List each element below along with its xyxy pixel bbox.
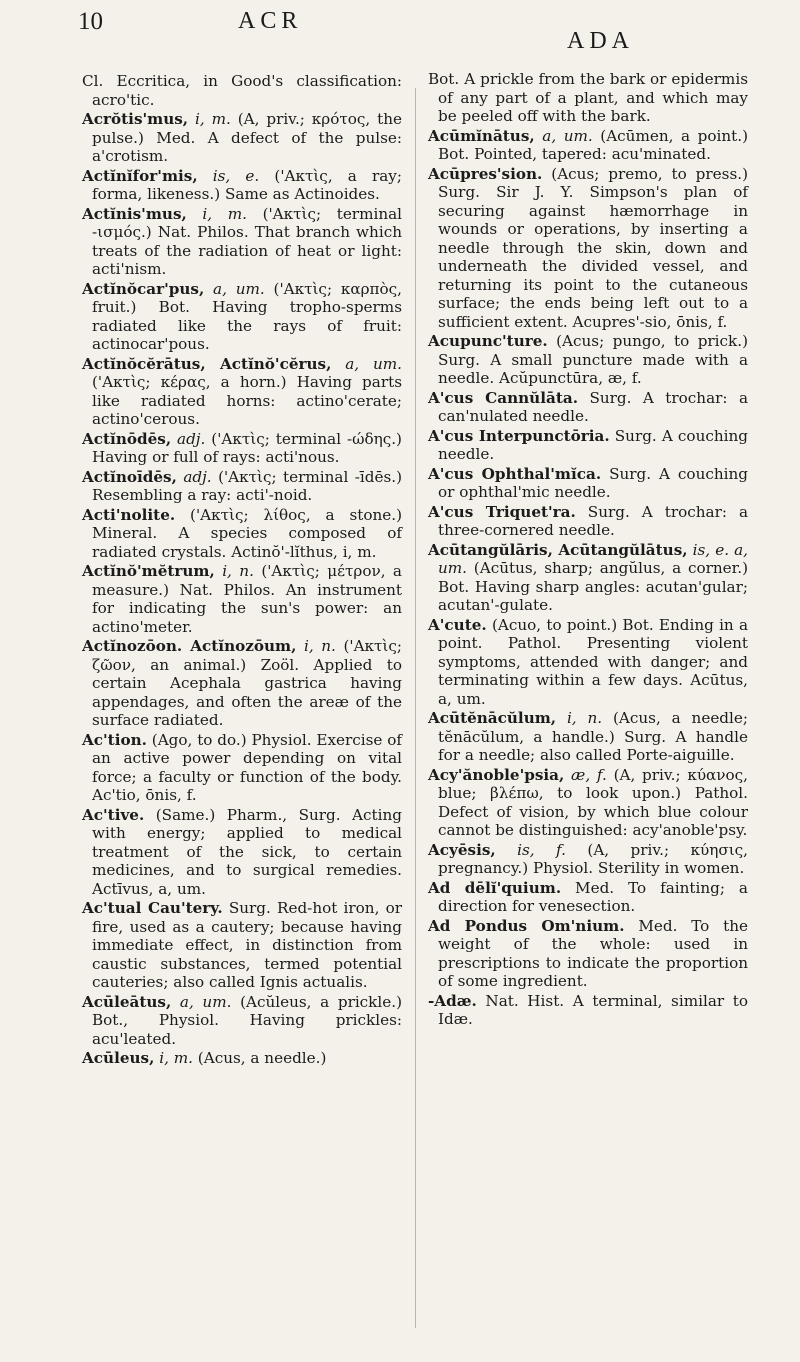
dictionary-entry	[82, 506, 402, 562]
dictionary-entry	[82, 167, 402, 204]
entry-definition: ('Ακτὶς; κέρας, a horn.) Having parts like radiated horns: actino'cerate; actino'cerous.	[92, 373, 402, 428]
entry-headword: Acūmĭnātus,	[428, 126, 535, 145]
entry-grammar: i, n.	[303, 637, 336, 655]
entry-headword: Ac'tual Cau'tery.	[82, 899, 223, 917]
entry-headword: Ad Pondus Om'nium.	[428, 916, 625, 935]
entry-headword: Actĭnŏcĕrātus, Actĭnŏ'cĕrus,	[82, 354, 332, 373]
entry-headword: -Adæ.	[428, 991, 477, 1010]
entry-definition: (Acus, a needle.)	[197, 1049, 327, 1067]
entry-headword: Acti'nolite.	[82, 505, 176, 524]
entry-definition: Surg. A couching needle.	[438, 426, 749, 463]
running-head-right: ADA	[567, 28, 634, 54]
dictionary-entry	[428, 127, 748, 164]
entry-headword: Actĭnōdēs,	[82, 429, 172, 448]
entry-headword: Actĭnŏ'mĕtrum,	[82, 562, 215, 580]
dictionary-entry	[82, 993, 402, 1049]
entry-grammar: i, m.	[159, 1049, 193, 1067]
dictionary-entry	[428, 70, 748, 126]
entry-headword: Actĭnŏcar'pus,	[82, 279, 205, 298]
entry-definition: ('Ακτὶς; λίθος, a stone.) Mineral. A species composed of radiated crystals. Actinŏ'-lĭthus, i, m.	[92, 505, 403, 561]
dictionary-entry	[82, 280, 402, 354]
entry-definition: (Ago, to do.) Physiol. Exercise of an active power depending on vital force; a faculty or function of the body. Ac'tio, ōnis, f.	[92, 730, 403, 804]
entry-headword: Ac'tion.	[82, 730, 147, 749]
dictionary-entry	[82, 355, 402, 429]
dictionary-entry	[82, 562, 402, 636]
entry-grammar: is, e.	[212, 166, 260, 185]
entry-headword: A'cus Cannŭlāta.	[428, 388, 578, 407]
dictionary-entry	[428, 616, 748, 709]
entry-definition: Surg. Red-hot iron, or fire, used as a cautery; because having immediate effect, in distinction from caustic substances, termed potential cauteries; also called Ignis actualis.	[92, 899, 402, 991]
dictionary-entry	[428, 427, 748, 464]
entry-grammar: is, e. a, um.	[438, 540, 748, 577]
entry-definition: (Acus; premo, to press.) Surg. Sir J. Y. Simpson's plan of securing against hæmorrhage in wounds or operations, by inserting a needle through the skin, down and underneath the divided vessel, and returning its point to the cutaneous surface; the ends being left out to a sufficient extent. Acupres'-sio, ōnis, f.	[438, 164, 748, 331]
column-divider	[415, 88, 416, 1328]
entry-grammar: adj.	[183, 467, 212, 486]
entry-definition: Cl. Eccritica, in Good's classification: acro'tic.	[82, 72, 402, 109]
dictionary-entry	[428, 879, 748, 916]
entry-headword: A'cus Ophthal'mĭca.	[428, 464, 602, 483]
entry-headword: Acūtangŭlāris, Acūtangŭlātus,	[428, 540, 688, 559]
entry-grammar: i, m.	[195, 110, 231, 128]
dictionary-entry	[428, 992, 748, 1029]
entry-headword: A'cus Interpunctōria.	[428, 426, 610, 445]
entry-grammar: i, n.	[222, 562, 254, 580]
entry-grammar: is, f.	[517, 840, 566, 859]
entry-grammar: æ, f.	[571, 765, 607, 784]
entry-definition: Med. To fainting; a direction for venesection.	[438, 878, 748, 915]
entry-definition: ('Ακτὶς; ζῶον, an animal.) Zoöl. Applied to certain Acephala gastrica having appendages, and often the areæ of the surface radiated.	[92, 637, 403, 729]
entry-headword: Ad dēlĭ'quium.	[428, 878, 562, 897]
entry-definition: (Acūtus, sharp; angŭlus, a corner.) Bot. Having sharp angles: acutan'gular; acutan'-gulate.	[438, 559, 748, 614]
page-number: 10	[78, 8, 103, 35]
dictionary-entry	[82, 731, 402, 805]
entry-definition: Med. To the weight of the whole: used in prescriptions to indicate the proportion of some ingredient.	[438, 916, 748, 990]
entry-headword: Actĭnis'mus,	[82, 204, 187, 223]
entry-definition: Bot. A prickle from the bark or epidermis of any part of a plant, and which may be peeled off with the bark.	[428, 70, 748, 125]
entry-grammar: i, m.	[202, 204, 247, 223]
dictionary-entry	[428, 541, 748, 615]
dictionary-entry	[82, 110, 402, 166]
entry-headword: Acyēsis,	[428, 840, 496, 859]
entry-headword: Ac'tive.	[82, 805, 145, 824]
dictionary-entry	[428, 841, 748, 878]
entry-definition: Surg. A trochar: a can'nulated needle.	[438, 388, 749, 425]
dictionary-entry	[428, 165, 748, 332]
entry-headword: A'cute.	[428, 615, 487, 634]
dictionary-entry	[428, 465, 748, 502]
entry-definition: Nat. Hist. A terminal, similar to Idæ.	[438, 991, 748, 1028]
dictionary-entry	[428, 917, 748, 991]
entry-grammar: a, um.	[179, 992, 232, 1011]
dictionary-entry	[428, 709, 748, 765]
dictionary-entry	[428, 766, 748, 840]
dictionary-entry	[82, 72, 402, 109]
entry-definition: ('Ακτὶς; terminal -ισμός.) Nat. Philos. That branch which treats of the radiation of heat or light: acti'nism.	[92, 204, 403, 278]
dictionary-entry	[82, 637, 402, 730]
entry-headword: Acūtĕnācŭlum,	[428, 709, 557, 727]
entry-headword: Actĭnozōon. Actĭnozōum,	[82, 637, 297, 655]
left-column	[82, 72, 402, 1069]
dictionary-entry	[82, 205, 402, 279]
entry-headword: Acūleātus,	[82, 992, 172, 1011]
entry-headword: Acrŏtis'mus,	[82, 110, 189, 128]
dictionary-entry	[428, 389, 748, 426]
entry-definition: ('Ακτὶς; terminal -ώδης.) Having or full of rays: acti'nous.	[92, 429, 402, 466]
entry-definition: (A, priv.; κύησις, pregnancy.) Physiol. Sterility in women.	[438, 840, 749, 877]
entry-headword: Actĭnĭfor'mis,	[82, 166, 198, 185]
entry-grammar: i, n.	[566, 709, 603, 727]
entry-headword: Acūpres'sion.	[428, 164, 543, 183]
entry-definition: ('Ακτὶς; καρπὸς, fruit.) Bot. Having tropho-sperms radiated like the rays of fruit: actinocar'pous.	[92, 279, 402, 353]
right-column	[428, 70, 748, 1030]
entry-grammar: a, um.	[542, 126, 593, 145]
entry-definition: (Same.) Pharm., Surg. Acting with energy; applied to medical treatment of the sick, to certain medicines, and to surgical remedies. Actīvus, a, um.	[92, 805, 402, 898]
dictionary-entry	[82, 1049, 402, 1068]
entry-definition: ('Ακτὶς, a ray; forma, likeness.) Same as Actinoides.	[92, 166, 403, 203]
entry-grammar: a, um.	[213, 279, 265, 298]
dictionary-entry	[82, 899, 402, 992]
dictionary-entry	[82, 806, 402, 899]
entry-definition: (Acuo, to point.) Bot. Ending in a point. Pathol. Presenting violent symptoms, attended with danger; and terminating within a few days. Acūtus, a, um.	[438, 615, 749, 708]
dictionary-entry	[82, 468, 402, 505]
entry-headword: Acupunc'ture.	[428, 332, 548, 350]
entry-headword: A'cus Triquet'ra.	[428, 502, 576, 521]
running-head-left: ACR	[238, 8, 303, 34]
entry-grammar: a, um.	[345, 354, 402, 373]
entry-definition: ('Ακτὶς; μέτρον, a measure.) Nat. Philos. An instrument for indicating the sun's power: an actino'meter.	[92, 562, 402, 636]
entry-headword: Acy'ănoble'psia,	[428, 765, 565, 784]
entry-definition: ('Ακτὶς; terminal -īdēs.) Resembling a ray: acti'-noid.	[92, 467, 402, 504]
entry-definition: Surg. A couching or ophthal'mic needle.	[438, 464, 749, 501]
entry-definition: (Acūmen, a point.) Bot. Pointed, tapered: acu'minated.	[438, 126, 748, 163]
entry-definition: (Acus, a needle; tĕnācŭlum, a handle.) Surg. A handle for a needle; also called Porte-aiguille.	[438, 709, 748, 764]
entry-definition: (A, priv.; κρότος, the pulse.) Med. A defect of the pulse: a'crotism.	[92, 110, 403, 165]
entry-definition: (Acus; pungo, to prick.) Surg. A small puncture made with a needle. Acŭpunctūra, æ, f.	[438, 332, 748, 387]
entry-headword: Actĭnoīdēs,	[82, 467, 177, 486]
entry-definition: (Acŭleus, a prickle.) Bot., Physiol. Having prickles: acu'leated.	[92, 992, 402, 1048]
dictionary-entry	[82, 430, 402, 467]
dictionary-entry	[428, 332, 748, 388]
entry-headword: Acūleus,	[82, 1049, 155, 1067]
entry-definition: Surg. A trochar: a three-cornered needle.	[438, 502, 748, 539]
dictionary-entry	[428, 503, 748, 540]
entry-definition: (A, priv.; κύανος, blue; βλέπω, to look upon.) Pathol. Defect of vision, by which blue colour cannot be distinguished: acy'anoble'psy.	[438, 765, 749, 839]
page-header	[0, 0, 800, 70]
entry-grammar: adj.	[177, 429, 206, 448]
